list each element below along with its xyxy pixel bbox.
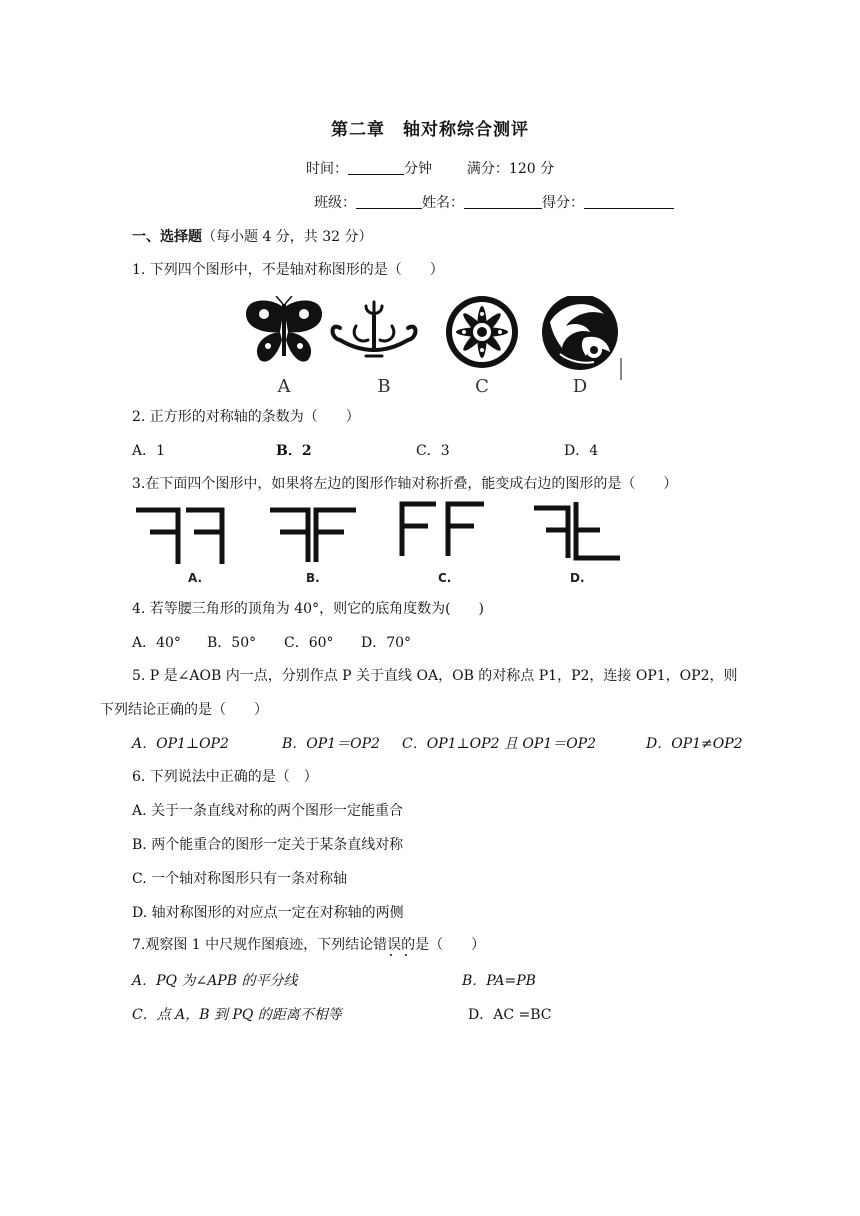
section-note: （每小题 4 分，共 32 分）	[202, 229, 373, 245]
question-5-stem-line1: 5. P 是∠AOB 内一点，分别作点 P 关于直线 OA，OB 的对称点 P1，P2，连接 OP1，OP2，则	[132, 668, 738, 684]
name-blank	[464, 194, 542, 209]
q7-option-b[interactable]: B．PA=PB	[462, 973, 536, 989]
full-score: 满分：120 分	[466, 161, 555, 177]
q3-figure-d	[534, 502, 620, 558]
ornament-figure	[333, 302, 416, 356]
q1-label-b: B	[377, 376, 391, 396]
phoenix-figure	[542, 296, 618, 370]
q3-figure-b	[270, 510, 356, 562]
class-blank	[356, 194, 422, 209]
class-label: 班级：	[314, 195, 356, 211]
time-blank	[348, 160, 404, 175]
question-1-stem: 1. 下列四个图形中，不是轴对称图形的是（ ）	[132, 262, 444, 278]
q5-option-b[interactable]: B．OP1＝OP2	[282, 736, 380, 752]
q3-figures	[130, 498, 630, 588]
q3-label-a: A.	[188, 571, 203, 585]
q3-figure-a	[136, 510, 222, 564]
time-label: 时间：	[306, 161, 348, 177]
q1-label-a: A	[277, 376, 291, 396]
q6-option-c[interactable]: C. 一个轴对称图形只有一条对称轴	[132, 871, 348, 887]
q7-option-a[interactable]: A．PQ 为∠APB 的平分线	[132, 973, 298, 989]
question-4-stem: 4. 若等腰三角形的顶角为 40°，则它的底角度数为( )	[132, 601, 484, 617]
q7-option-c[interactable]: C．点 A，B 到 PQ 的距离不相等	[132, 1007, 342, 1023]
section-title: 一、选择题	[132, 229, 202, 245]
q6-option-b[interactable]: B. 两个能重合的图形一定关于某条直线对称	[132, 837, 404, 853]
q5-option-d[interactable]: D．OP1≠OP2	[646, 736, 743, 752]
time-row	[306, 158, 554, 178]
page-title: 第二章 轴对称综合测评	[331, 120, 529, 140]
q3-label-c: C.	[438, 571, 452, 585]
q6-option-a[interactable]: A. 关于一条直线对称的两个图形一定能重合	[132, 803, 404, 819]
q4-option-b[interactable]: B．50°	[207, 635, 257, 651]
q1-label-c: C	[475, 376, 489, 396]
q4-option-c[interactable]: C．60°	[284, 635, 334, 651]
q1-figures	[240, 296, 640, 396]
name-label: 姓名：	[422, 195, 464, 211]
q2-option-a[interactable]: A．1	[132, 443, 166, 459]
papercut-figure	[446, 296, 518, 368]
section-heading	[132, 226, 373, 246]
score-blank	[584, 194, 674, 209]
question-2-stem: 2. 正方形的对称轴的条数为（ ）	[132, 409, 360, 425]
q4-option-d[interactable]: D．70°	[361, 635, 412, 651]
question-3-stem: 3.在下面四个图形中，如果将左边的图形作轴对称折叠，能变成右边的图形的是（ ）	[132, 476, 678, 492]
question-6-stem: 6. 下列说法中正确的是（ ）	[132, 769, 318, 785]
q2-option-b[interactable]: B．2	[276, 443, 312, 459]
time-unit: 分钟	[404, 161, 432, 177]
q5-option-a[interactable]: A．OP1⊥OP2	[132, 736, 229, 752]
q2-option-d[interactable]: D．4	[564, 443, 599, 459]
emphasis-dot	[405, 954, 407, 956]
q6-option-d[interactable]: D. 轴对称图形的对应点一定在对称轴的两侧	[132, 905, 404, 921]
question-5-stem-line2: 下列结论正确的是（ ）	[100, 702, 268, 718]
question-7-stem: 7.观察图 1 中尺规作图痕迹，下列结论错误的是（ ）	[132, 937, 486, 953]
q5-option-c[interactable]: C．OP1⊥OP2 且 OP1＝OP2	[402, 736, 596, 752]
q1-label-d: D	[572, 376, 588, 396]
q7-option-d[interactable]: D．AC =BC	[468, 1007, 552, 1023]
emphasis-dot	[390, 954, 392, 956]
q4-option-a[interactable]: A．40°	[132, 635, 181, 651]
q3-figure-c	[402, 504, 484, 556]
score-label: 得分：	[542, 195, 584, 211]
q3-label-b: B.	[306, 571, 320, 585]
q3-label-d: D.	[570, 571, 585, 585]
q2-option-c[interactable]: C．3	[416, 443, 450, 459]
student-info-row	[314, 192, 674, 212]
butterfly-figure	[246, 296, 322, 362]
